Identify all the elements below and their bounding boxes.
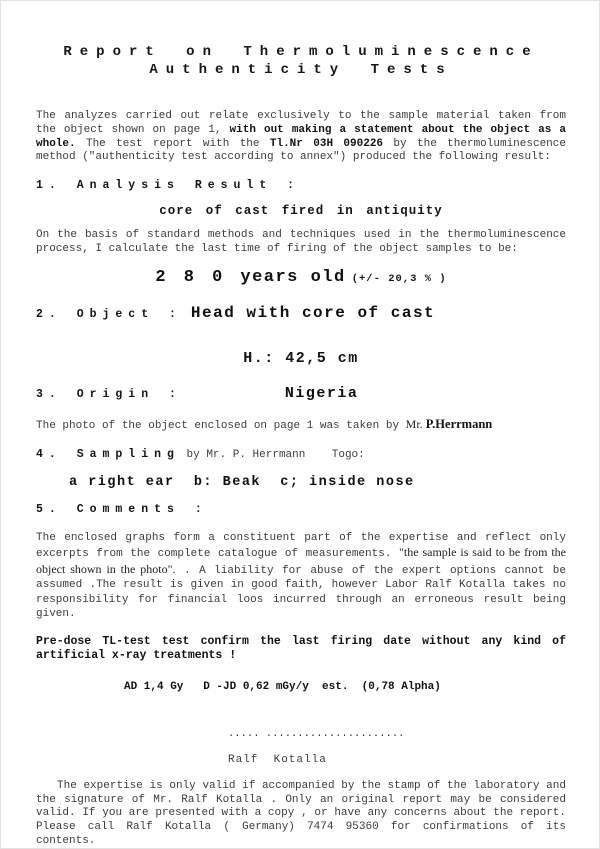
comments-quote: "the sample is said to be from the object shown in the photo". xyxy=(36,545,566,576)
section-2-heading: 2. Object : xyxy=(36,307,182,321)
comments-paragraph xyxy=(36,531,566,622)
section-1-heading: 1. Analysis Result : xyxy=(36,179,301,193)
section-2-line xyxy=(36,303,566,324)
section-3-line xyxy=(36,383,566,404)
sampling-locations-line: a right ear b: Beak c; inside nose xyxy=(69,474,415,490)
intro-text-1: The analyzes carried out relate exclusively to the sample material taken from the object shown on page 1, xyxy=(36,110,566,136)
section-4-line xyxy=(36,446,566,463)
section-5-heading: 5. Comments : xyxy=(36,502,208,516)
predose-statement: Pre-dose TL-test test confirm the last firing date without any kind of artificial x-ray treatments ! xyxy=(36,634,566,663)
signature-dots: ..... ...................... xyxy=(228,727,405,740)
section-4-heading: 4. Sampling xyxy=(36,447,180,461)
age-result-line xyxy=(36,266,566,290)
intro-text-2: The test report with the xyxy=(75,137,270,150)
photographer-name: P.Herrmann xyxy=(425,416,493,431)
signature-name: Ralf Kotalla xyxy=(228,753,327,766)
photographer-title: Mr. xyxy=(405,416,426,431)
validity-footer: The expertise is only valid if accompanied by the stamp of the laboratory and the signature of Mr. Ralf Kotalla . Only an original report may be considered valid. If you are presented with a copy , or have any concerns about the report. Please call Ralf Kotalla ( Germany) 7474 95360 for confirmations of its contents. xyxy=(36,779,566,847)
age-number: 2 8 0 xyxy=(155,267,227,287)
object-value: Head with core of cast xyxy=(190,303,436,322)
age-unit: years old xyxy=(240,267,346,287)
dose-values-line: AD 1,4 Gy D -JD 0,62 mGy/y est. (0,78 Alpha) xyxy=(124,680,441,693)
photo-credit-text: The photo of the object enclosed on page 1 was taken by xyxy=(36,419,406,432)
section-3-heading: 3. Origin : xyxy=(36,387,182,401)
intro-paragraph xyxy=(36,110,566,165)
basis-paragraph: On the basis of standard methods and techniques used in the thermoluminescence process, I calculate the last time of firing of the object samples to be: xyxy=(36,229,566,255)
comments-text-1: The enclosed graphs form a constituent part of the expertise and reflect only excerpts from the complete catalogue of measurements. xyxy=(36,531,566,561)
age-tolerance: (+/- 20,3 % ) xyxy=(351,272,447,285)
sampling-detail: by Mr. P. Herrmann Togo: xyxy=(179,448,365,461)
analysis-result-line: core of cast fired in antiquity xyxy=(159,204,443,219)
report-title xyxy=(36,43,566,79)
photo-credit-line xyxy=(36,417,566,433)
object-height-line: H.: 42,5 cm xyxy=(243,349,359,367)
origin-value: Nigeria xyxy=(284,384,359,402)
intro-text-3: by the thermoluminescence method ("authenticity test according to annex") produced the following result: xyxy=(36,137,566,164)
comments-text-2: . A liability for abuse of the expert options cannot be assumed .The result is given in good faith, however Labor Ralf Kotalla takes no responsibility for financial loos incurred through an erroneous result being given. xyxy=(36,564,566,621)
report-title-line-1: Report on Thermoluminescence xyxy=(63,44,539,60)
intro-tl-number: Tl.Nr 03H 090226 xyxy=(269,137,384,150)
intro-bold-statement: with out making a statement about the object as a whole. xyxy=(36,123,566,150)
report-title-line-2: Authenticity Tests xyxy=(149,62,453,78)
